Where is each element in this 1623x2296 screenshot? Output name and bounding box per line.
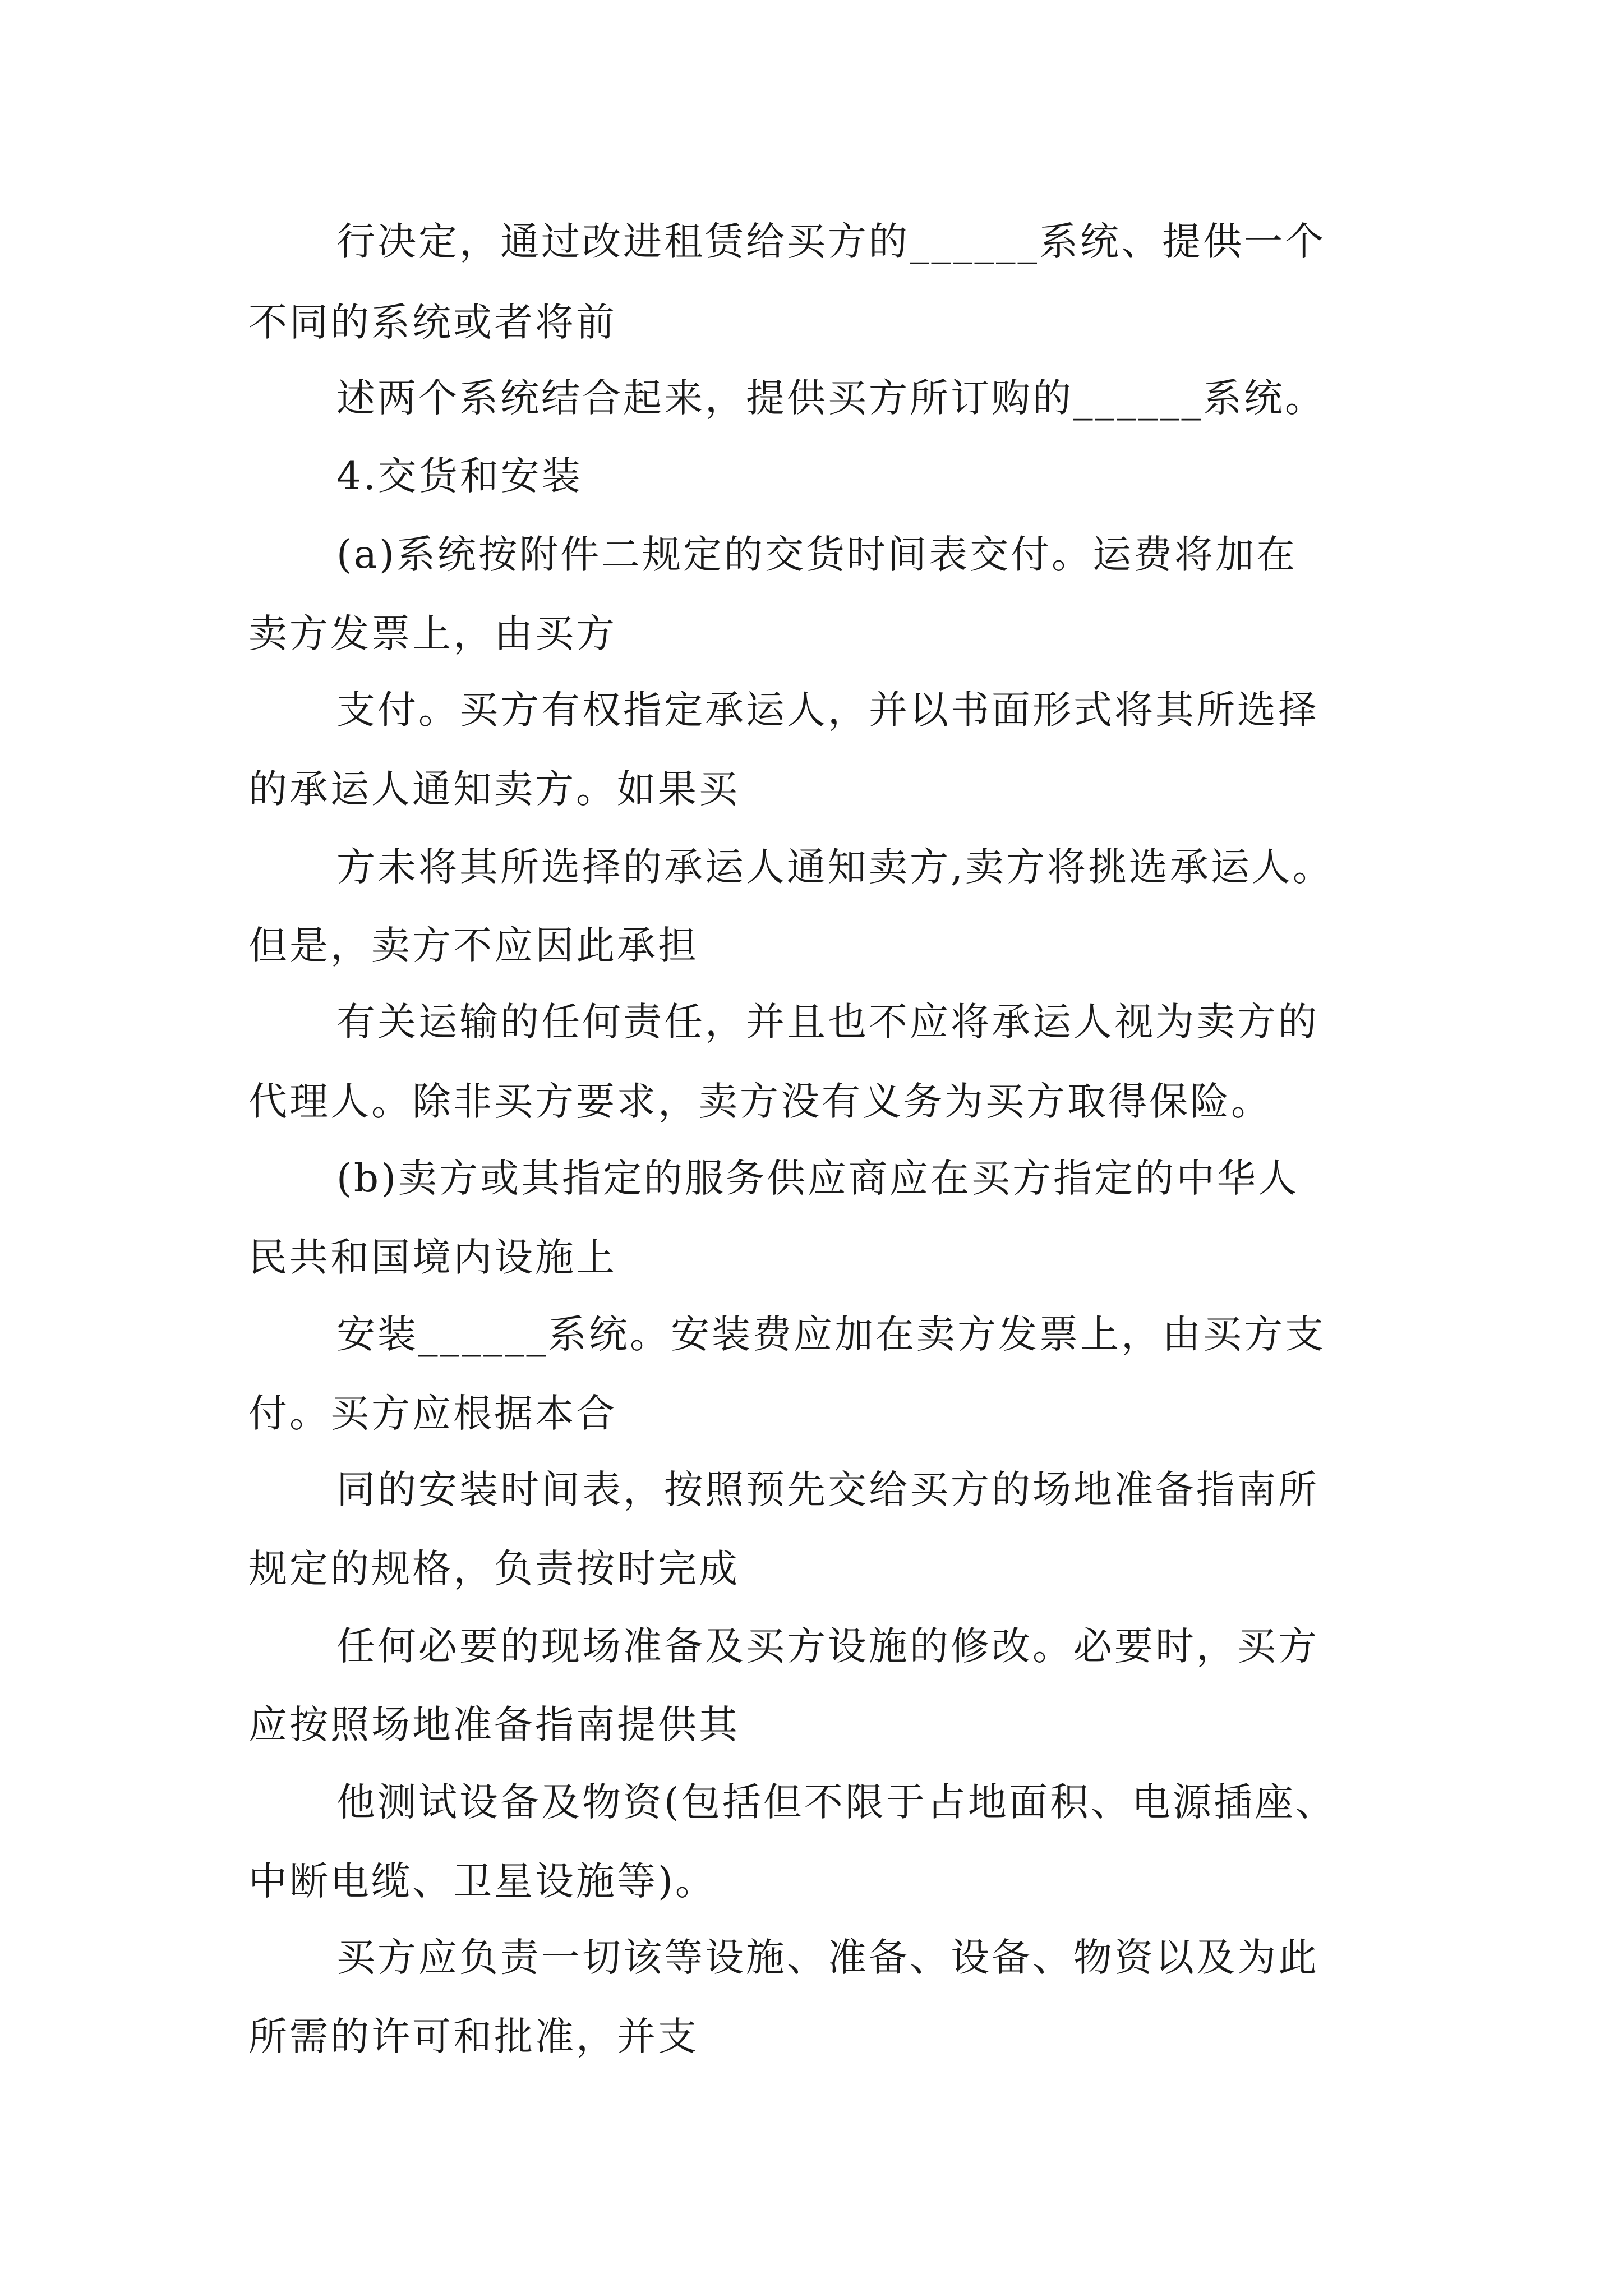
text-line-2: 不同的系统或者将前	[248, 300, 617, 345]
text-line-7: 支付。买方有权指定承运人，并以书面形式将其所选择	[336, 688, 1319, 733]
text-line-1: 行决定，通过改进租赁给买方的______系统、提供一个	[336, 219, 1326, 264]
text-line-5: (a)系统按附件二规定的交货时间表交付。运费将加在	[336, 532, 1297, 577]
text-line-6: 卖方发票上，由买方	[248, 611, 617, 656]
text-line-20: 应按照场地准备指南提供其	[248, 1703, 740, 1747]
text-line-14: 民共和国境内设施上	[248, 1235, 617, 1280]
section-heading: 4.交货和安装	[336, 454, 583, 499]
text-line-11: 有关运输的任何责任，并且也不应将承运人视为卖方的	[336, 1000, 1319, 1045]
text-line-9: 方未将其所选择的承运人通知卖方,卖方将挑选承运人。	[336, 845, 1334, 890]
text-line-17: 同的安装时间表，按照预先交给买方的场地准备指南所	[336, 1467, 1319, 1512]
text-line-15: 安装______系统。安装费应加在卖方发票上，由买方支	[336, 1312, 1326, 1357]
text-line-16: 付。买方应根据本合	[248, 1391, 617, 1436]
text-line-18: 规定的规格，负责按时完成	[248, 1547, 740, 1591]
text-line-24: 所需的许可和批准，并支	[248, 2014, 699, 2059]
text-line-10: 但是，卖方不应因此承担	[248, 923, 699, 968]
text-line-3: 述两个系统结合起来，提供买方所订购的______系统。	[336, 376, 1326, 421]
text-line-19: 任何必要的现场准备及买方设施的修改。必要时，买方	[336, 1624, 1319, 1669]
text-line-12: 代理人。除非买方要求，卖方没有义务为买方取得保险。	[248, 1079, 1272, 1124]
text-line-22: 中断电缆、卫星设施等)。	[248, 1859, 716, 1904]
text-line-23: 买方应负责一切该等设施、准备、设备、物资以及为此	[336, 1935, 1319, 1980]
text-line-21: 他测试设备及物资(包括但不限于占地面积、电源插座、	[336, 1780, 1336, 1825]
text-line-13: (b)卖方或其指定的服务供应商应在买方指定的中华人	[336, 1156, 1299, 1201]
text-line-8: 的承运人通知卖方。如果买	[248, 767, 740, 812]
